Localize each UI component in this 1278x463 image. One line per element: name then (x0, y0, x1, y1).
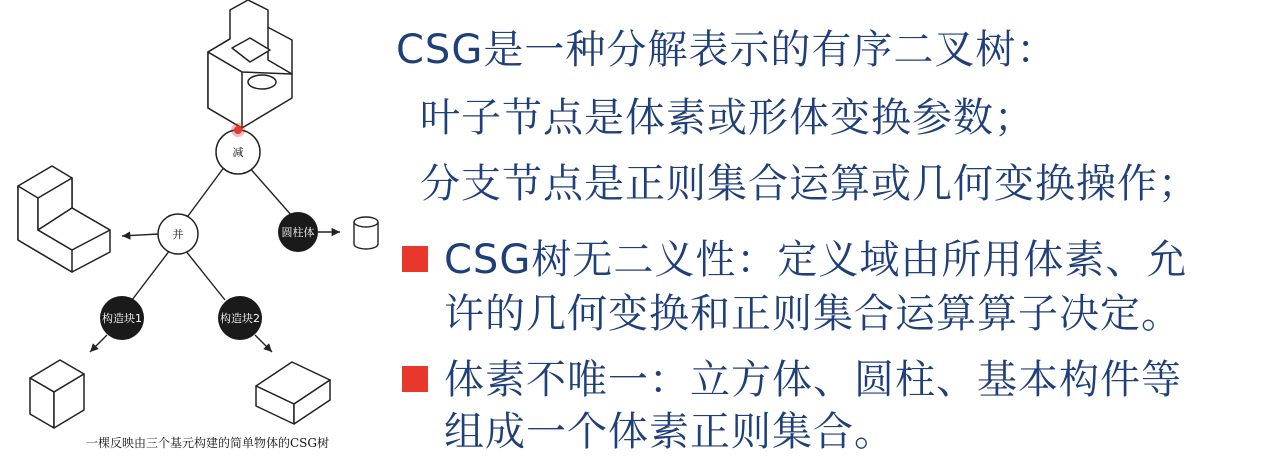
node-block2-label: 构造块2 (220, 312, 260, 325)
branch-node-line: 分支节点是正则集合运算或几何变换操作； (420, 161, 1199, 207)
bullet-1-line-2: 许的几何变换和正则集合运算算子决定。 (444, 291, 1182, 337)
bullet-2-line-2: 组成一个体素正则集合。 (444, 409, 895, 455)
diagram-caption: 一棵反映由三个基元构建的简单物体的CSG树 (86, 436, 329, 450)
bullet-2-line-1: 体素不唯一：立方体、圆柱、基本构件等 (444, 357, 1182, 403)
bullet-marker-1 (402, 246, 428, 272)
bullet-1-line-1: CSG树无二义性：定义域由所用体素、允 (444, 237, 1188, 283)
slide-title: CSG是一种分解表示的有序二叉树： (396, 27, 1058, 73)
leaf-node-line: 叶子节点是体素或形体变换参数； (420, 95, 1035, 141)
node-cylinder-label: 圆柱体 (281, 226, 315, 239)
node-subtract-label: 减 (232, 146, 244, 159)
bullet-marker-2 (402, 366, 428, 392)
node-union-label: 并 (172, 228, 184, 241)
node-block1-label: 构造块1 (102, 312, 142, 325)
